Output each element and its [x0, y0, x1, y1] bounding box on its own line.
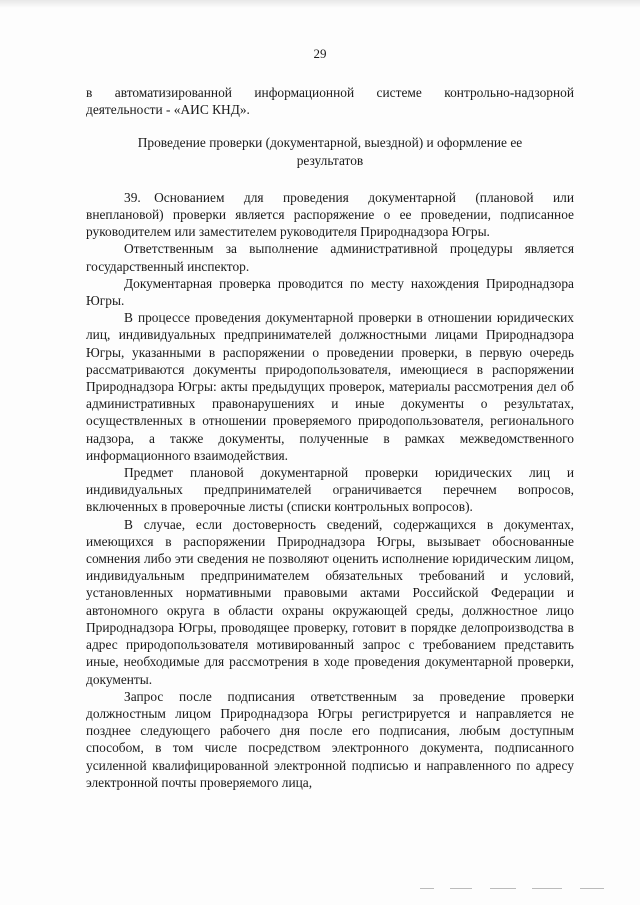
document-body: [86, 84, 574, 791]
intro-paragraph: в автоматизированной информационной системе контрольно-надзорной деятельности - «АИС КНД».: [86, 85, 574, 118]
scan-bottom-marks: [420, 888, 620, 891]
paragraph-subject: Предмет плановой документарной проверки юридических лиц и индивидуальных предпринимателей ограничивается перечнем вопросов, включенных в проверочные листы (списки контрольных вопросов).: [86, 465, 574, 515]
paragraph-request: Запрос после подписания ответственным за проведение проверки должностным лицом Природнадзора Югры регистрируется и направляется не позднее следующего рабочего дня после его подписания, любым доступным способом, в том числе посредством электронного документа, подписанного усиленной квалифицированной электронной подписью и направленного по адресу электронной почты проверяемого лица,: [86, 688, 574, 790]
paragraph-process: В процессе проведения документарной проверки в отношении юридических лиц, индивидуальных предпринимателей должностными лицами Природнадзора Югры, указанными в распоряжении о проведении проверки, в первую очередь рассматриваются документы природопользователя, имеющиеся в распоряжении Природнадзора Югры: акты предыдущих проверок, материалы рассмотрения дел об административных правонарушениях и иные документы о результатах, осуществленных в отношении проверяемого природопользователя, регионального надзора, а также документы, полученные в рамках межведомственного информационного взаимодействия.: [86, 310, 574, 463]
section-heading: Проведение проверки (документарной, выездной) и оформление ее результатов: [137, 135, 523, 168]
paragraph-location: Документарная проверка проводится по месту нахождения Природнадзора Югры.: [86, 275, 574, 309]
page-number: 29: [313, 46, 327, 61]
scan-edge-shadow: [0, 0, 640, 8]
paragraph-responsible: Ответственным за выполнение административной процедуры является государственный инспектор.: [86, 241, 574, 274]
paragraph-39: 39. Основанием для проведения документарной (плановой или внеплановой) проверки является распоряжение о ее проведении, подписанное руководителем или заместителем руководителя Природнадзора Югры.: [86, 189, 574, 240]
paragraph-reliability: В случае, если достоверность сведений, содержащихся в документах, имеющихся в распоряжении Природнадзора Югры, вызывает обоснованные сомнения либо эти сведения не позволяют оценить исполнение юридическим лицом, индивидуальным предпринимателем обязательных требований и условий, установленных нормативными правовыми актами Российской Федерации и автономного округа в области охраны окружающей среды, должностное лицо Природнадзора Югры, проводящее проверку, готовит в порядке делопроизводства в адрес природопользователя мотивированный запрос с требованием представить иные, необходимые для рассмотрения в ходе проведения документарной проверки, документы.: [86, 516, 574, 687]
